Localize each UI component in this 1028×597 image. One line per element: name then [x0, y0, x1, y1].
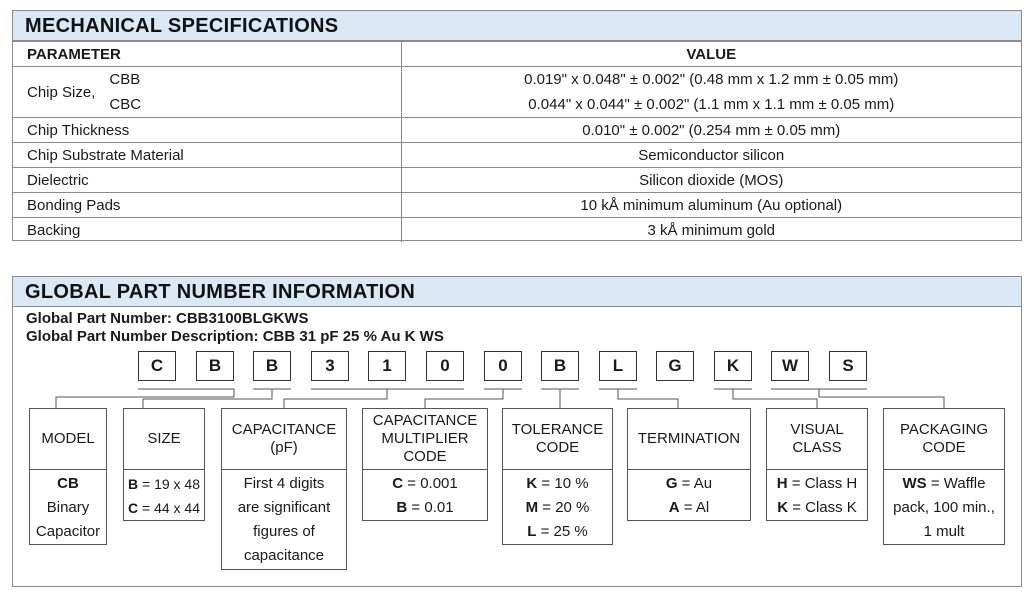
tolerance-option: M = 20 % [525, 499, 590, 516]
column-header-parameter: PARAMETER [13, 42, 401, 67]
capacitance-box [221, 408, 347, 570]
column-header-value: VALUE [401, 42, 1021, 67]
visual-class-option: H = Class H [776, 475, 858, 492]
multiplier-box [362, 408, 488, 521]
model-box [29, 408, 107, 545]
part-letter-box: C [138, 351, 176, 381]
tolerance-option: K = 10 % [526, 475, 589, 492]
part-letter-box: S [829, 351, 867, 381]
connector-multiplier [425, 389, 522, 408]
packaging-box [883, 408, 1005, 545]
termination-option: A = Al [668, 499, 710, 516]
connector-tolerance [541, 389, 579, 408]
mechanical-specifications-title: MECHANICAL SPECIFICATIONS [13, 11, 1021, 41]
packaging-header: PACKAGING CODE [884, 409, 1004, 470]
termination-header: TERMINATION [628, 409, 750, 470]
value-cell: 0.010" ± 0.002" (0.254 mm ± 0.05 mm) [401, 118, 1021, 143]
part-letter-box: B [196, 351, 234, 381]
multiplier-option: C = 0.001 [392, 475, 458, 492]
param-cell: Backing [13, 218, 401, 243]
connector-termination [599, 389, 678, 408]
multiplier-option: B = 0.01 [396, 499, 454, 516]
part-letter-box: 0 [484, 351, 522, 381]
connector-size [143, 389, 291, 408]
chip-size-cbc-value: 0.044" x 0.044" ± 0.002" (1.1 mm x 1.1 mm ± 0.05 mm) [528, 96, 895, 113]
packaging-line: pack, 100 min., [893, 499, 995, 516]
capacitance-line: capacitance [243, 547, 325, 564]
value-cell: 3 kÅ minimum gold [401, 218, 1021, 243]
visual-class-option: K = Class K [777, 499, 857, 516]
part-number-description-line: Global Part Number Description: CBB 31 pF 25 % Au K WS [26, 328, 444, 345]
part-letter-box: G [656, 351, 694, 381]
capacitance-line: figures of [253, 523, 315, 540]
global-part-number-title: GLOBAL PART NUMBER INFORMATION [13, 277, 1021, 307]
connector-visual [714, 389, 817, 408]
param-cell: Chip Substrate Material [13, 143, 401, 168]
model-code: CB [57, 475, 79, 492]
chip-size-cbb-label: CBB [109, 71, 141, 88]
part-letter-box: 1 [368, 351, 406, 381]
size-option: C = 44 x 44 [127, 500, 200, 516]
size-box [123, 408, 205, 521]
model-header: MODEL [30, 409, 106, 470]
param-cell: Dielectric [13, 168, 401, 193]
size-header: SIZE [124, 409, 204, 470]
tolerance-option: L = 25 % [527, 523, 588, 540]
multiplier-header: CAPACITANCE MULTIPLIER CODE [363, 409, 487, 470]
packaging-option: WS = Waffle [902, 475, 986, 492]
capacitance-header: CAPACITANCE (pF) [222, 409, 346, 470]
value-cell: Silicon dioxide (MOS) [401, 168, 1021, 193]
size-option: B = 19 x 48 [127, 476, 200, 492]
termination-box [627, 408, 751, 521]
chip-size-cbb-value: 0.019" x 0.048" ± 0.002" (0.48 mm x 1.2 mm ± 0.05 mm) [524, 71, 899, 88]
value-cell: Semiconductor silicon [401, 143, 1021, 168]
param-cell: Bonding Pads [13, 193, 401, 218]
param-cell: Chip Thickness [13, 118, 401, 143]
capacitance-line: First 4 digits [243, 475, 325, 492]
capacitance-line: are significant [237, 499, 331, 516]
part-letter-box: W [771, 351, 809, 381]
part-number-line: Global Part Number: CBB3100BLGKWS [26, 310, 309, 327]
chip-size-cbc-label: CBC [109, 96, 142, 113]
part-letter-box: B [253, 351, 291, 381]
part-letter-box: K [714, 351, 752, 381]
part-letter-box: 0 [426, 351, 464, 381]
part-letter-box: L [599, 351, 637, 381]
part-letter-box: B [541, 351, 579, 381]
packaging-line: 1 mult [923, 523, 965, 540]
model-line-3: Capacitor [35, 523, 101, 540]
visual-class-box [766, 408, 868, 521]
visual-class-header: VISUAL CLASS [767, 409, 867, 470]
model-line-2: Binary [46, 499, 90, 516]
value-cell: 10 kÅ minimum aluminum (Au optional) [401, 193, 1021, 218]
chip-size-label: Chip Size, [27, 83, 96, 101]
tolerance-box [502, 408, 613, 545]
tolerance-header: TOLERANCE CODE [503, 409, 612, 470]
part-letter-box: 3 [311, 351, 349, 381]
termination-option: G = Au [665, 475, 713, 492]
